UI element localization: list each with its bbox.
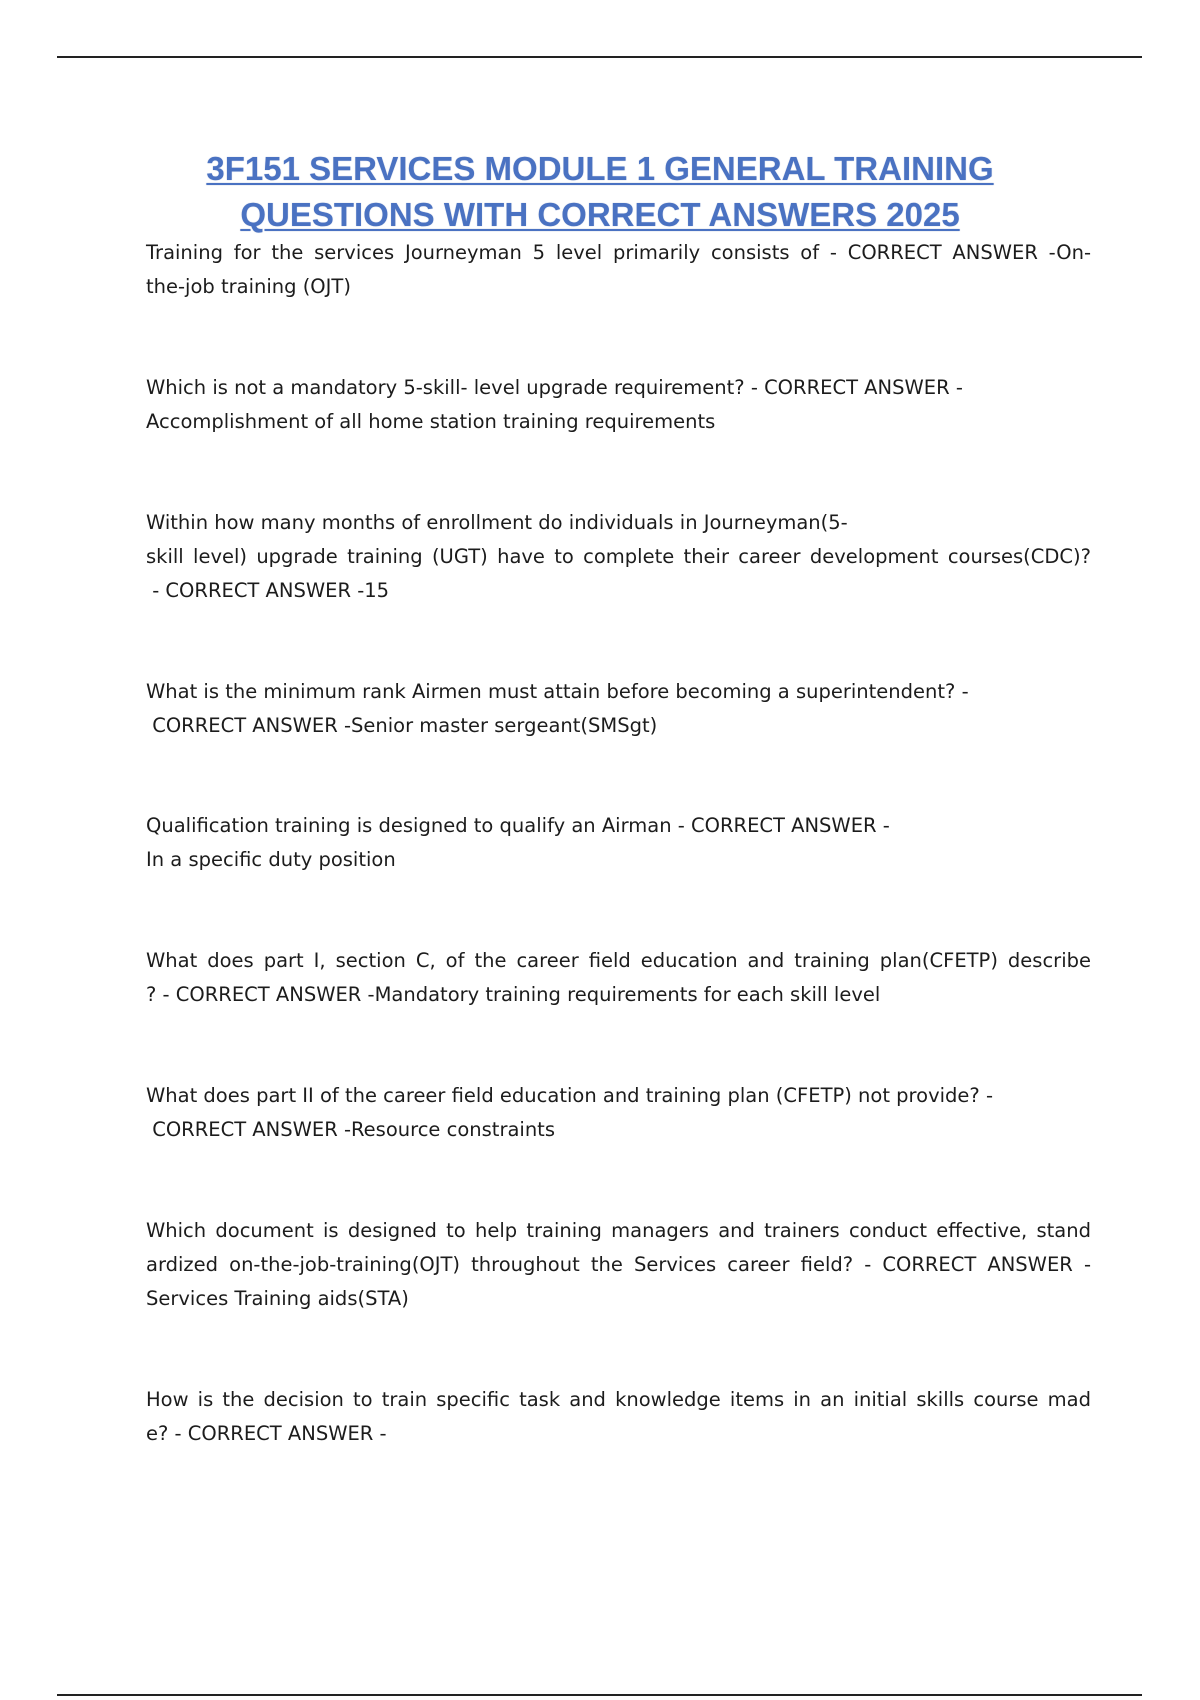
qa-entry-4 [146,675,1091,743]
qa-line: How is the decision to train specific task and knowledge items in an initial skills course mad [146,1388,1091,1411]
qa-line: - CORRECT ANSWER -15 [146,579,390,602]
qa-line: Which is not a mandatory 5-skill- level upgrade requirement? - CORRECT ANSWER - [146,376,963,399]
qa-line: CORRECT ANSWER -Senior master sergeant(SMSgt) [146,714,658,737]
qa-line: In a specific duty position [146,848,396,871]
qa-line: ? - CORRECT ANSWER -Mandatory training requirements for each skill level [146,983,881,1006]
bottom-rule [57,1694,1142,1696]
qa-entry-2 [146,371,1091,439]
qa-line: Accomplishment of all home station training requirements [146,410,716,433]
qa-entry-8 [146,1214,1091,1316]
qa-line: Training for the services Journeyman 5 level primarily consists of - CORRECT ANSWER -On- [146,241,1091,264]
top-rule [57,56,1142,58]
qa-line: the-job training (OJT) [146,275,351,298]
qa-line: Which document is designed to help training managers and trainers conduct effective, stand [146,1219,1091,1242]
qa-line: Within how many months of enrollment do individuals in Journeyman(5- [146,511,848,534]
qa-line: CORRECT ANSWER -Resource constraints [146,1118,555,1141]
title-line-2: QUESTIONS WITH CORRECT ANSWERS 2025 [240,196,960,233]
qa-line: What is the minimum rank Airmen must attain before becoming a superintendent? - [146,680,969,703]
qa-entry-9 [146,1383,1091,1451]
qa-entry-3 [146,506,1091,608]
qa-entry-1 [146,236,1091,304]
qa-line: Qualification training is designed to qualify an Airman - CORRECT ANSWER - [146,814,890,837]
title-line-1: 3F151 SERVICES MODULE 1 GENERAL TRAINING [206,150,994,187]
qa-entry-6 [146,944,1091,1012]
qa-entry-7 [146,1079,1091,1147]
qa-line: What does part II of the career field education and training plan (CFETP) not provide? - [146,1084,993,1107]
qa-line: What does part I, section C, of the career field education and training plan(CFETP) describe [146,949,1091,972]
qa-line: Services Training aids(STA) [146,1287,409,1310]
qa-line: skill level) upgrade training (UGT) have to complete their career development courses(CDC)? [146,545,1091,568]
qa-line: e? - CORRECT ANSWER - [146,1422,387,1445]
document-title [100,146,1100,238]
qa-line: ardized on-the-job-training(OJT) throughout the Services career field? - CORRECT ANSWER - [146,1253,1091,1276]
qa-entry-5 [146,809,1091,877]
